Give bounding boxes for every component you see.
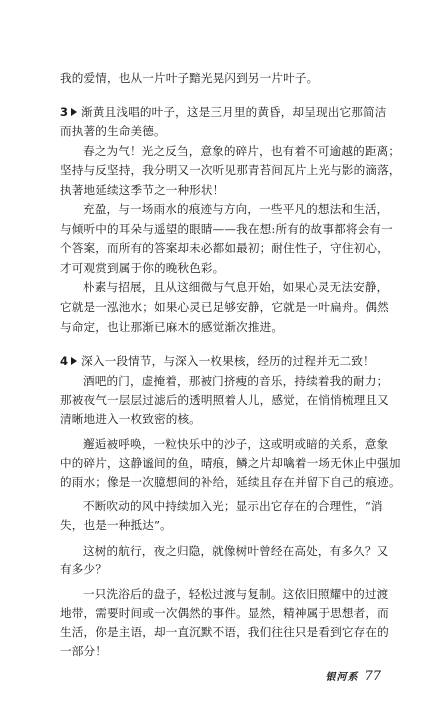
text-line: 有多少？ [60,562,107,576]
section-4-heading [60,354,375,368]
text-line: 的雨水；像是一次臆想间的补给，延续且存在并留下自己的痕迹。 [60,475,401,489]
text-line: 生活，你是主语，却一直沉默不语，我们往往只是看到它存在的 [60,625,389,639]
section-number: 4 [60,354,69,368]
triangle-marker-icon [71,357,77,365]
page-footer [325,668,381,684]
text-line: 执著地延续这季节之一种形状！ [60,183,225,197]
text-line: 不断吹动的风中持续加入光；显示出它存在的合理性，“消 [83,499,383,513]
text-line: 春之为气！光之反刍，意象的碎片，也有着不可逾越的距离； [83,144,401,158]
page-number: 77 [364,669,381,684]
text-line: 我的爱情，也从一片叶子黯光晃闪到另一片叶子。 [60,71,319,85]
text-line: 地带，需要时间或一次偶然的事件。显然，精神属于思想者，而 [60,606,389,620]
text-line: 酒吧的门，虚掩着，那被门挤瘦的音乐，持续着我的耐力； [83,374,389,388]
text-line: 这树的航行，夜之归隐，就像树叶曾经在高处，有多久？又 [83,544,389,558]
text-line: 清晰地进入一枚致密的核。 [60,412,201,426]
text-line: 邂逅被呼唤，一粒快乐中的沙子，这或明或暗的关系，意象 [83,437,389,451]
text-line: 朴素与招展，且从这细微与气息开始，如果心灵无法安静， [83,280,389,294]
text-line: 与倾听中的耳朵与遥望的眼睛——我在想:所有的故事都将会有一 [60,222,393,236]
section-number: 3 [60,105,69,119]
text-line: 坚持与反坚持，我分明又一次听见那青苔间瓦片上光与影的滴落， [60,163,401,177]
text-line: 中的碎片，这静谧间的鱼，晴痕，鳞之片却噙着一场无休止中强加 [60,456,401,470]
text-line: 它就是一泓池水；如果心灵已足够安静，它就是一叶扁舟。偶然 [60,300,389,314]
section-heading-text: 渐黄且浅唱的叶子，这是三月里的黄昏，却呈现出它那简洁 [81,105,387,119]
text-line: 一部分！ [60,644,107,658]
text-line: 那被夜气一层层过滤后的透明照着人儿，感觉，在悄悄梳理且又 [60,393,389,407]
text-line: 充盈，与一场雨水的痕迹与方向，一些平凡的想法和生活， [83,202,389,216]
text-line: 失，也是一种抵达”。 [60,518,172,532]
text-line: 而执著的生命美德。 [60,124,166,138]
section-3-heading [60,105,387,119]
text-line: 才可观赏到属于你的晚秋色彩。 [60,261,225,275]
triangle-marker-icon [71,108,77,116]
section-heading-text: 深入一段情节，与深入一枚果核，经历的过程并无二致！ [81,354,375,368]
journal-name: 银河系 [325,672,359,683]
text-line: 一只洗浴后的盘子，轻松过渡与复制。这依旧照耀中的过渡 [83,587,389,601]
text-line: 与命定，也让那渐已麻木的感觉渐次推进。 [60,320,284,334]
text-line: 个答案，而所有的答案却未必都如最初；耐住性子，守住初心， [60,241,389,255]
